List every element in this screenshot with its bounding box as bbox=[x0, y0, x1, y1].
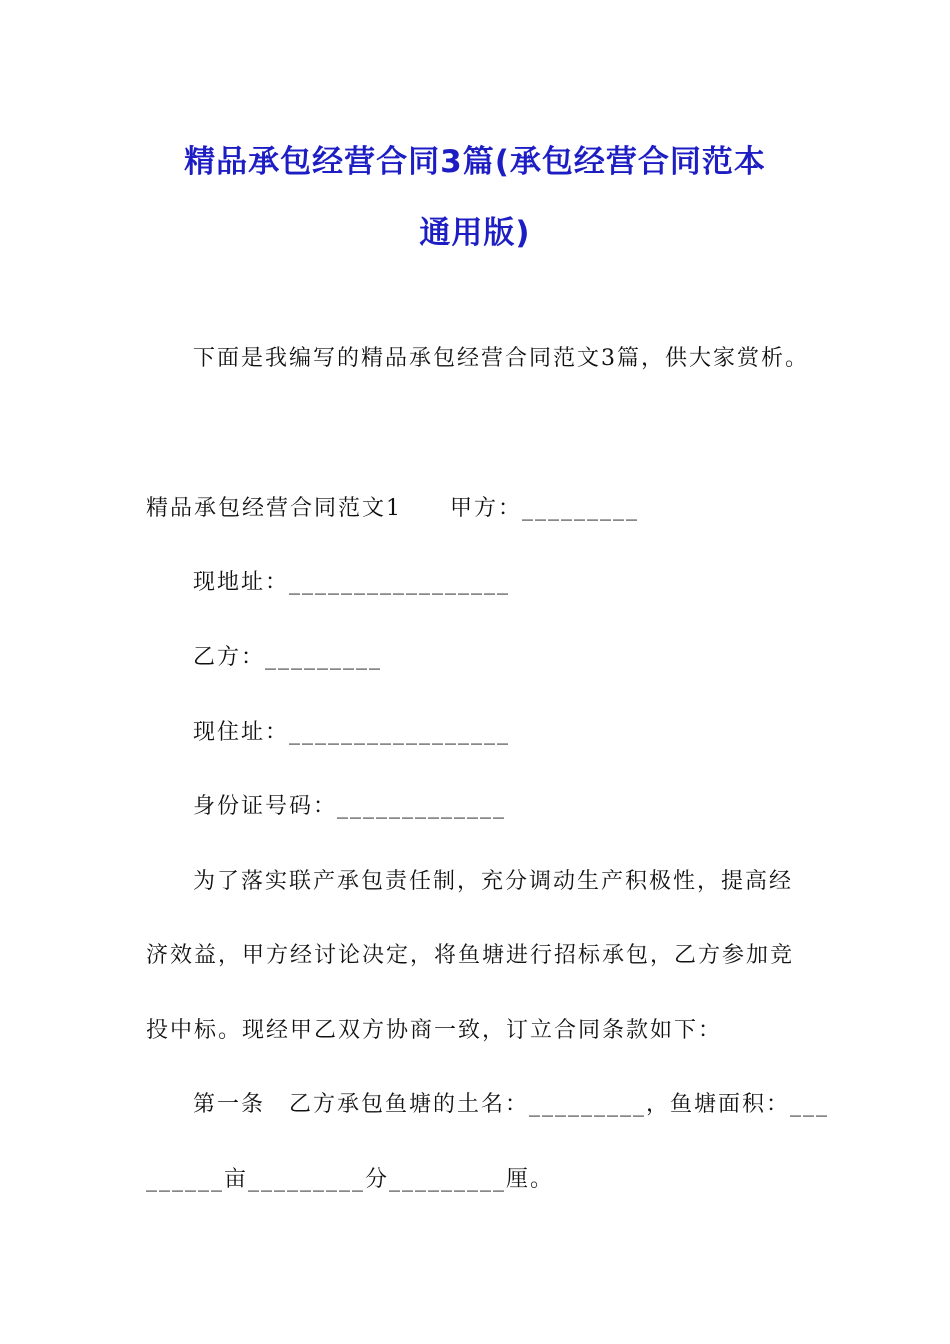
article-one-continued: ______亩_________分_________厘。 bbox=[146, 1167, 555, 1192]
party-b-address: 现住址：_________________ bbox=[193, 720, 511, 745]
paragraph-line: 为了落实联产承包责任制，充分调动生产积极性，提高经 bbox=[193, 869, 794, 894]
document-title-line-2: 通用版) bbox=[419, 215, 531, 251]
id-number: 身份证号码：_____________ bbox=[193, 794, 507, 819]
paragraph-line: 投中标。现经甲乙双方协商一致，订立合同条款如下： bbox=[146, 1018, 723, 1043]
intro-paragraph: 下面是我编写的精品承包经营合同范文3篇，供大家赏析。 bbox=[193, 346, 809, 371]
party-b: 乙方：_________ bbox=[193, 645, 383, 670]
article-one: 第一条 乙方承包鱼塘的土名：_________，鱼塘面积：___ bbox=[193, 1092, 830, 1117]
document-title-line-1: 精品承包经营合同3篇(承包经营合同范本 bbox=[184, 144, 766, 180]
section-heading-party-a: 精品承包经营合同范文1 甲方：_________ bbox=[146, 496, 639, 521]
party-a-address: 现地址：_________________ bbox=[193, 570, 511, 595]
paragraph-line: 济效益，甲方经讨论决定，将鱼塘进行招标承包，乙方参加竞 bbox=[146, 943, 795, 968]
